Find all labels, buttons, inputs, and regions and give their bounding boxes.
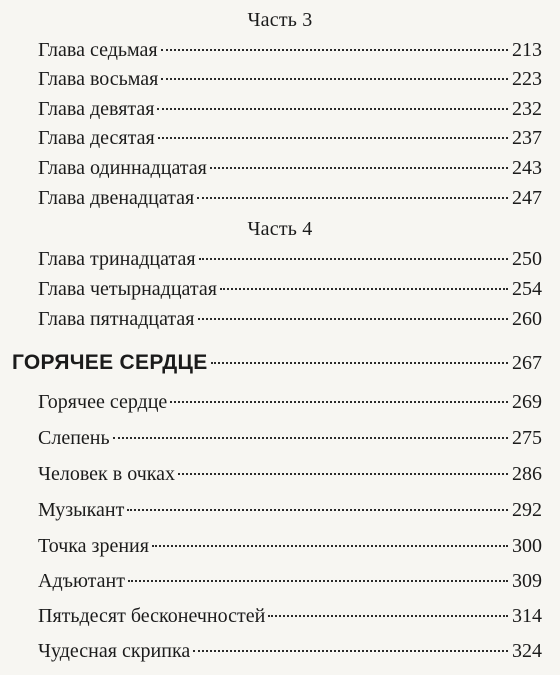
- toc-entry-title: Глава тринадцатая: [38, 248, 196, 270]
- toc-section-entry[interactable]: [12, 350, 542, 376]
- part-heading: Часть 3: [247, 9, 313, 31]
- toc-entry[interactable]: [38, 185, 542, 211]
- toc-entry[interactable]: [38, 276, 542, 302]
- dot-leader: [210, 167, 508, 169]
- dot-leader: [170, 401, 508, 403]
- toc-entry[interactable]: [38, 155, 542, 181]
- toc-entry-page: 286: [512, 463, 542, 485]
- toc-entry-title: Глава седьмая: [38, 39, 158, 61]
- toc-entry-title: Глава двенадцатая: [38, 187, 195, 209]
- dot-leader: [199, 258, 508, 260]
- dot-leader: [220, 288, 508, 290]
- toc-entry-page: 324: [512, 640, 542, 662]
- toc-entry-page: 309: [512, 570, 542, 592]
- toc-section-title: ГОРЯЧЕЕ СЕРДЦЕ: [12, 351, 208, 374]
- toc-entry[interactable]: [38, 306, 542, 332]
- toc-entry-title: Музыкант: [38, 499, 125, 521]
- toc-entry-page: 275: [512, 427, 542, 449]
- toc-entry[interactable]: [38, 568, 542, 594]
- toc-entry[interactable]: [38, 37, 542, 63]
- toc-entry[interactable]: [38, 96, 542, 122]
- dot-leader: [127, 509, 508, 511]
- toc-entry[interactable]: [38, 389, 542, 415]
- toc-entry[interactable]: [38, 603, 542, 629]
- toc-entry-page: 247: [512, 187, 542, 209]
- toc-entry[interactable]: [38, 246, 542, 272]
- dot-leader: [161, 49, 508, 51]
- dot-leader: [211, 362, 508, 364]
- toc-section-page: 267: [512, 352, 542, 374]
- dot-leader: [161, 78, 508, 80]
- toc-entry-title: Пятьдесят бесконечностей: [38, 605, 266, 627]
- dot-leader: [198, 318, 509, 320]
- part-heading: Часть 4: [247, 218, 313, 240]
- dot-leader: [197, 197, 508, 199]
- toc-entry-page: 254: [512, 278, 542, 300]
- toc-entry-title: Чудесная скрипка: [38, 640, 191, 662]
- toc-entry-page: 314: [512, 605, 542, 627]
- dot-leader: [158, 137, 508, 139]
- toc-entry-page: 269: [512, 391, 542, 413]
- toc-entry[interactable]: [38, 461, 542, 487]
- dot-leader: [268, 615, 508, 617]
- dot-leader: [152, 545, 508, 547]
- toc-entry-page: 300: [512, 535, 542, 557]
- toc-entry-title: Адъютант: [38, 570, 125, 592]
- dot-leader: [178, 473, 508, 475]
- toc-entry-title: Глава восьмая: [38, 68, 159, 90]
- toc-entry[interactable]: [38, 497, 542, 523]
- toc-entry-title: Глава одиннадцатая: [38, 157, 207, 179]
- toc-entry-title: Точка зрения: [38, 535, 149, 557]
- toc-entry-title: Глава десятая: [38, 127, 155, 149]
- dot-leader: [113, 437, 508, 439]
- dot-leader: [128, 580, 508, 582]
- toc-entry-title: Горячее сердце: [38, 391, 168, 413]
- toc-entry[interactable]: [38, 66, 542, 92]
- toc-entry[interactable]: [38, 425, 542, 451]
- toc-entry-page: 223: [512, 68, 542, 90]
- dot-leader: [193, 650, 508, 652]
- toc-entry[interactable]: [38, 533, 542, 559]
- toc-entry-page: 232: [512, 98, 542, 120]
- toc-entry-title: Слепень: [38, 427, 110, 449]
- toc-entry-page: 292: [512, 499, 542, 521]
- toc-entry-page: 260: [512, 308, 542, 330]
- dot-leader: [157, 108, 508, 110]
- toc-entry-page: 213: [512, 39, 542, 61]
- toc-entry-title: Глава пятнадцатая: [38, 308, 195, 330]
- toc-entry-page: 250: [512, 248, 542, 270]
- toc-entry[interactable]: [38, 638, 542, 664]
- toc-entry-title: Глава девятая: [38, 98, 155, 120]
- toc-entry-title: Человек в очках: [38, 463, 176, 485]
- toc-entry[interactable]: [38, 125, 542, 151]
- toc-entry-title: Глава четырнадцатая: [38, 278, 217, 300]
- toc-entry-page: 243: [512, 157, 542, 179]
- toc-entry-page: 237: [512, 127, 542, 149]
